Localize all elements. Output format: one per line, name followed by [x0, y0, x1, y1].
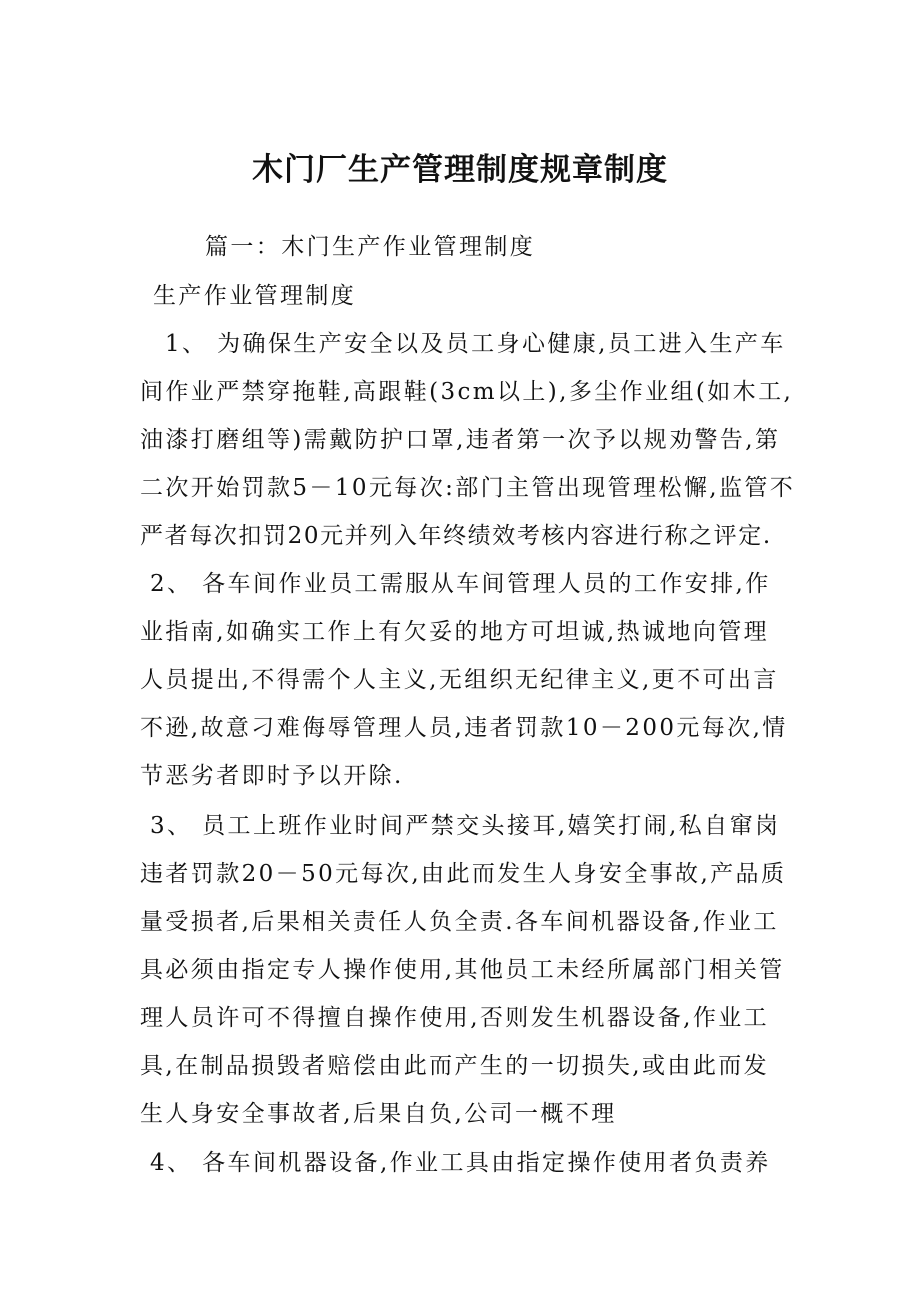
paragraph-line: 4、 各车间机器设备,作业工具由指定操作使用者负责养	[150, 1150, 771, 1176]
document-title: 木门厂生产管理制度规章制度	[252, 152, 668, 188]
paragraph-line: 量受损者,后果相关责任人负全责.各车间机器设备,作业工	[140, 909, 779, 935]
paragraph-line: 具必须由指定专人操作使用,其他员工未经所属部门相关管	[140, 957, 785, 983]
paragraph-line: 1、 为确保生产安全以及员工身心健康,员工进入生产车	[165, 331, 786, 357]
paragraph-line: 油漆打磨组等)需戴防护口罩,违者第一次予以规劝警告,第	[140, 427, 781, 453]
subsection-heading: 生产作业管理制度	[153, 283, 357, 309]
paragraph-line: 具,在制品损毁者赔偿由此而产生的一切损失,或由此而发	[140, 1053, 770, 1079]
paragraph-line: 人员提出,不得需个人主义,无组织无纪律主义,更不可出言	[140, 667, 779, 693]
paragraph-line: 二次开始罚款5－10元每次:部门主管出现管理松懈,监管不	[140, 475, 796, 501]
paragraph-line: 业指南,如确实工作上有欠妥的地方可坦诚,热诚地向管理	[140, 619, 770, 645]
paragraph-line: 3、 员工上班作业时间严禁交头接耳,嬉笑打闹,私自窜岗	[150, 813, 781, 839]
paragraph-line: 严者每次扣罚20元并列入年终绩效考核内容进行称之评定.	[140, 523, 772, 549]
paragraph-line: 2、 各车间作业员工需服从车间管理人员的工作安排,作	[150, 571, 771, 597]
paragraph-line: 理人员许可不得擅自操作使用,否则发生机器设备,作业工	[140, 1005, 770, 1031]
paragraph-line: 不逊,故意刁难侮辱管理人员,违者罚款10－200元每次,情	[140, 715, 788, 741]
paragraph-line: 间作业严禁穿拖鞋,高跟鞋(3cm以上),多尘作业组(如木工,	[140, 379, 794, 405]
paragraph-line: 违者罚款20－50元每次,由此而发生人身安全事故,产品质	[140, 861, 787, 887]
paragraph-line: 生人身安全事故者,后果自负,公司一概不理	[140, 1101, 617, 1127]
paragraph-line: 节恶劣者即时予以开除.	[140, 763, 404, 789]
section-heading: 篇一：木门生产作业管理制度	[205, 234, 536, 260]
